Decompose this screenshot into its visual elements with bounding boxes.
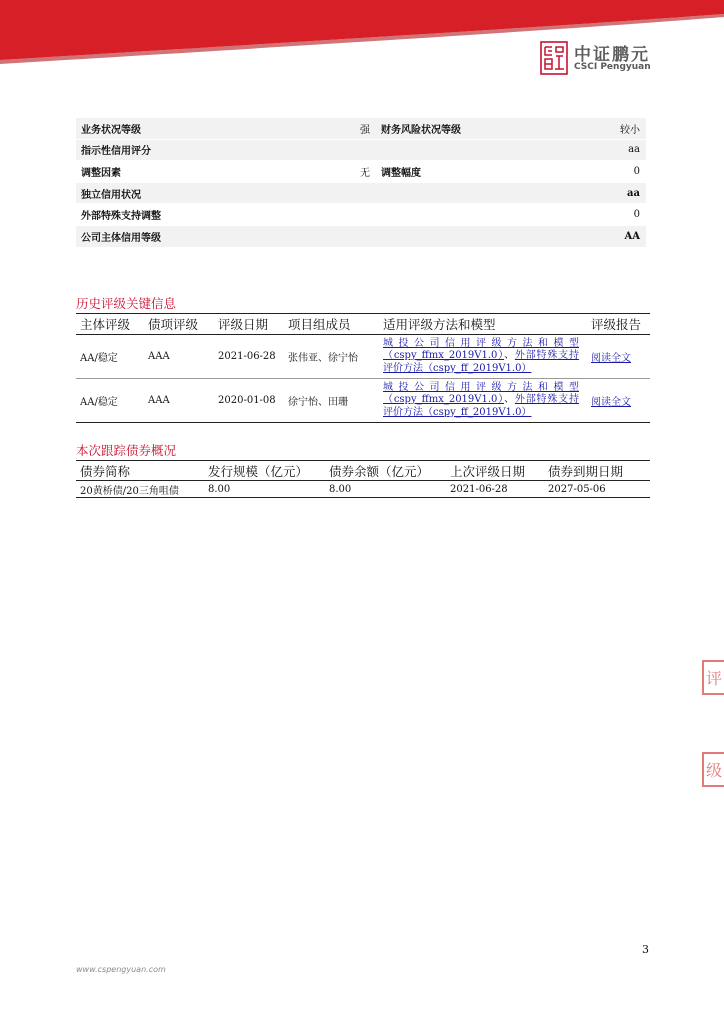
rating-history-table	[76, 313, 650, 423]
header-issue-size: 发行规模（亿元）	[208, 463, 309, 479]
methodology-link[interactable]: 城投公司信用评级方法和模型（cspy_ffmx_2019V1.0）	[383, 337, 579, 362]
summary-label-right	[376, 204, 556, 226]
table-header-row	[76, 461, 650, 481]
methodology-separator: 、	[504, 394, 515, 406]
methodology-link[interactable]: 外部特殊支持评价方法（cspy_ff_2019V1.0）	[383, 394, 580, 418]
history-section-title: 历史评级关键信息	[76, 296, 177, 311]
footer-website[interactable]: www.cspengyuan.com	[76, 965, 166, 974]
summary-row	[76, 118, 646, 140]
summary-label-left: 独立信用状况	[76, 182, 284, 204]
cell-team-members: 徐宁怡、田珊	[288, 397, 348, 408]
summary-value-left	[284, 139, 376, 161]
cell-issue-size: 8.00	[208, 483, 231, 495]
credit-summary-table	[76, 117, 646, 247]
summary-label-left: 指示性信用评分	[76, 139, 284, 161]
tracked-bonds-table	[76, 460, 650, 498]
summary-label-left: 公司主体信用等级	[76, 225, 284, 246]
summary-value-left	[284, 204, 376, 226]
summary-row	[76, 161, 646, 183]
cspy-seal-icon	[540, 41, 568, 75]
cell-issuer-rating: AA/稳定	[76, 335, 144, 379]
cell-bond-rating: AAA	[148, 395, 170, 406]
summary-label-right	[376, 225, 556, 246]
summary-label-right	[376, 139, 556, 161]
methodology-link[interactable]: 城投公司信用评级方法和模型（cspy_ffmx_2019V1.0）	[383, 381, 579, 406]
cell-team-members: 张伟亚、徐宁怡	[284, 335, 379, 379]
cell-maturity-date: 2027-05-06	[548, 483, 606, 495]
summary-label-right: 财务风险状况等级	[376, 118, 556, 140]
summary-row	[76, 225, 646, 246]
summary-row	[76, 204, 646, 226]
table-header-row	[76, 314, 650, 335]
cell-issuer-rating: AA/稳定	[80, 397, 118, 408]
cell-last-rating-date: 2021-06-28	[450, 483, 508, 495]
summary-value-right: AA	[556, 225, 646, 246]
summary-value-left	[284, 182, 376, 204]
methodology-separator: 、	[504, 350, 515, 362]
stamp-char: 级	[702, 752, 724, 787]
summary-label-right	[376, 182, 556, 204]
summary-value-right: 0	[556, 204, 646, 226]
summary-value-right: aa	[556, 139, 646, 161]
seal-stamp-fragment	[702, 752, 724, 787]
summary-row	[76, 182, 646, 204]
header-methodology: 适用评级方法和模型	[383, 317, 496, 332]
cell-bond-rating: AAA	[144, 335, 214, 379]
header-issuer-rating: 主体评级	[80, 317, 131, 332]
table-row	[76, 379, 650, 423]
methodology-link[interactable]: 外部特殊支持评价方法（cspy_ff_2019V1.0）	[383, 350, 580, 374]
company-logo	[540, 40, 700, 78]
header-bond-name: 债券简称	[80, 463, 131, 479]
summary-value-left: 强	[284, 118, 376, 140]
logo-english-name: CSCI Pengyuan	[574, 62, 651, 72]
cell-methodology	[379, 379, 587, 423]
read-full-report-link[interactable]: 阅读全文	[591, 353, 631, 364]
summary-value-left: 无	[284, 161, 376, 183]
cell-bond-balance: 8.00	[329, 483, 352, 495]
seal-stamp-fragment	[702, 660, 724, 695]
summary-label-left: 业务状况等级	[76, 118, 284, 140]
header-rating-report: 评级报告	[591, 317, 642, 332]
header-bond-rating: 债项评级	[148, 317, 199, 332]
read-full-report-link[interactable]: 阅读全文	[591, 397, 631, 408]
table-row	[76, 335, 650, 379]
cell-bond-name: 20黄桥债/20三角咀债	[80, 485, 179, 497]
cell-rating-report	[587, 379, 650, 423]
summary-label-left: 调整因素	[76, 161, 284, 183]
summary-value-left	[284, 225, 376, 246]
header-bond-balance: 债券余额（亿元）	[329, 463, 430, 479]
summary-row	[76, 139, 646, 161]
stamp-char: 评	[702, 660, 724, 695]
header-maturity-date: 债券到期日期	[548, 463, 624, 479]
summary-label-right: 调整幅度	[376, 161, 556, 183]
summary-label-left: 外部特殊支持调整	[76, 204, 284, 226]
cell-rating-date: 2020-01-08	[218, 395, 276, 406]
summary-value-right: 0	[556, 161, 646, 183]
header-team-members: 项目组成员	[288, 317, 351, 332]
summary-value-right: 较小	[556, 118, 646, 140]
header-rating-date: 评级日期	[218, 317, 269, 332]
cell-rating-report	[587, 335, 650, 379]
header-last-rating-date: 上次评级日期	[450, 463, 526, 479]
logo-chinese-name: 中证鹏元	[574, 45, 650, 65]
page-number: 3	[642, 943, 649, 956]
bonds-section-title: 本次跟踪债券概况	[76, 443, 177, 458]
cell-rating-date: 2021-06-28	[214, 335, 284, 379]
cell-methodology	[379, 335, 587, 379]
table-row	[76, 481, 650, 498]
summary-value-right: aa	[556, 182, 646, 204]
